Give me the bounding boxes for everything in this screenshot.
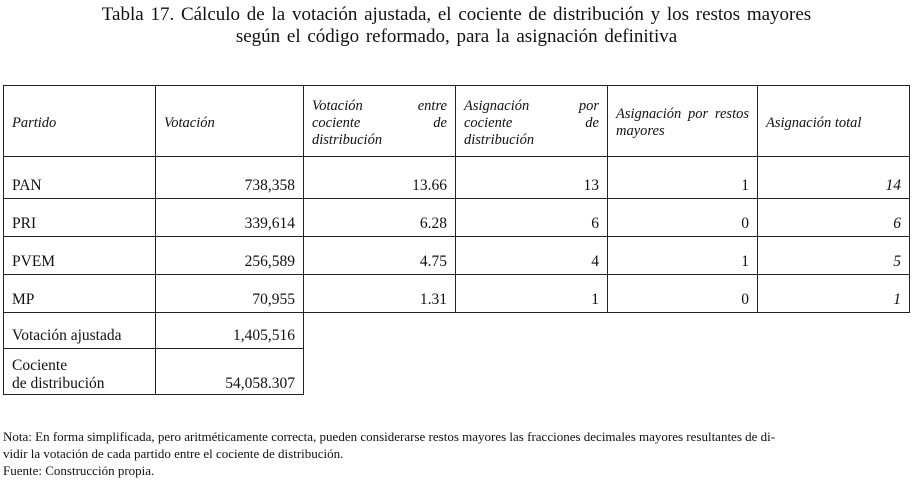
votacion-ajustada-label: Votación ajustada [4, 313, 156, 349]
cell-asignacion-total: 1 [758, 275, 910, 313]
header-asignacion-total: Asignación total [758, 86, 910, 157]
cell-votacion: 738,358 [156, 157, 304, 199]
votacion-ajustada-row [4, 313, 910, 349]
header-asignacion-por-restos: Asignación por restos mayores [608, 86, 758, 157]
table-row [4, 199, 910, 237]
cell-asignacion-restos: 0 [608, 275, 758, 313]
cell-votacion: 256,589 [156, 237, 304, 275]
cell-partido: MP [4, 275, 156, 313]
cell-asignacion-cociente: 4 [456, 237, 608, 275]
cell-votacion: 70,955 [156, 275, 304, 313]
cociente-value: 54,058.307 [156, 349, 304, 395]
cell-asignacion-cociente: 13 [456, 157, 608, 199]
cell-asignacion-cociente: 1 [456, 275, 608, 313]
header-votacion: Votación [156, 86, 304, 157]
table-title-line-2: según el código reformado, para la asignación definitiva [235, 26, 678, 47]
cociente-label [4, 349, 156, 395]
cell-partido: PVEM [4, 237, 156, 275]
header-asignacion-por-cociente: Asignación por cociente de distribución [456, 86, 608, 157]
cociente-label-line-2: de distribución [12, 375, 105, 392]
empty-area [304, 313, 910, 349]
note-line-1: Nota: En forma simplificada, pero aritméticamente correcta, pueden considerarse restos mayores las fracciones decimales mayores resultantes de di- [3, 429, 776, 444]
cell-votacion-entre-cociente: 13.66 [304, 157, 456, 199]
table-row [4, 237, 910, 275]
cell-votacion-entre-cociente: 6.28 [304, 199, 456, 237]
cell-asignacion-total: 14 [758, 157, 910, 199]
vote-allocation-table [3, 85, 910, 395]
cell-votacion-entre-cociente: 4.75 [304, 237, 456, 275]
cociente-row [4, 349, 910, 395]
note-line-2: vidir la votación de cada partido entre el cociente de distribución. [3, 446, 344, 461]
table-row [4, 157, 910, 199]
header-votacion-entre-cociente: Votación entre cociente de distribución [304, 86, 456, 157]
cell-asignacion-cociente: 6 [456, 199, 608, 237]
cell-asignacion-restos: 0 [608, 199, 758, 237]
table-title-line-1: Tabla 17. Cálculo de la votación ajustada, el cociente de distribución y los restos mayores [101, 4, 812, 25]
cell-votacion: 339,614 [156, 199, 304, 237]
header-partido: Partido [4, 86, 156, 157]
cell-asignacion-total: 5 [758, 237, 910, 275]
cell-asignacion-restos: 1 [608, 237, 758, 275]
cell-asignacion-total: 6 [758, 199, 910, 237]
cell-partido: PAN [4, 157, 156, 199]
empty-area [304, 349, 910, 395]
table-header-row [4, 86, 910, 157]
cociente-label-line-1: Cociente [12, 357, 68, 374]
source-line: Fuente: Construcción propia. [3, 463, 155, 478]
votacion-ajustada-value: 1,405,516 [156, 313, 304, 349]
table-row [4, 275, 910, 313]
cell-votacion-entre-cociente: 1.31 [304, 275, 456, 313]
cell-asignacion-restos: 1 [608, 157, 758, 199]
cell-partido: PRI [4, 199, 156, 237]
